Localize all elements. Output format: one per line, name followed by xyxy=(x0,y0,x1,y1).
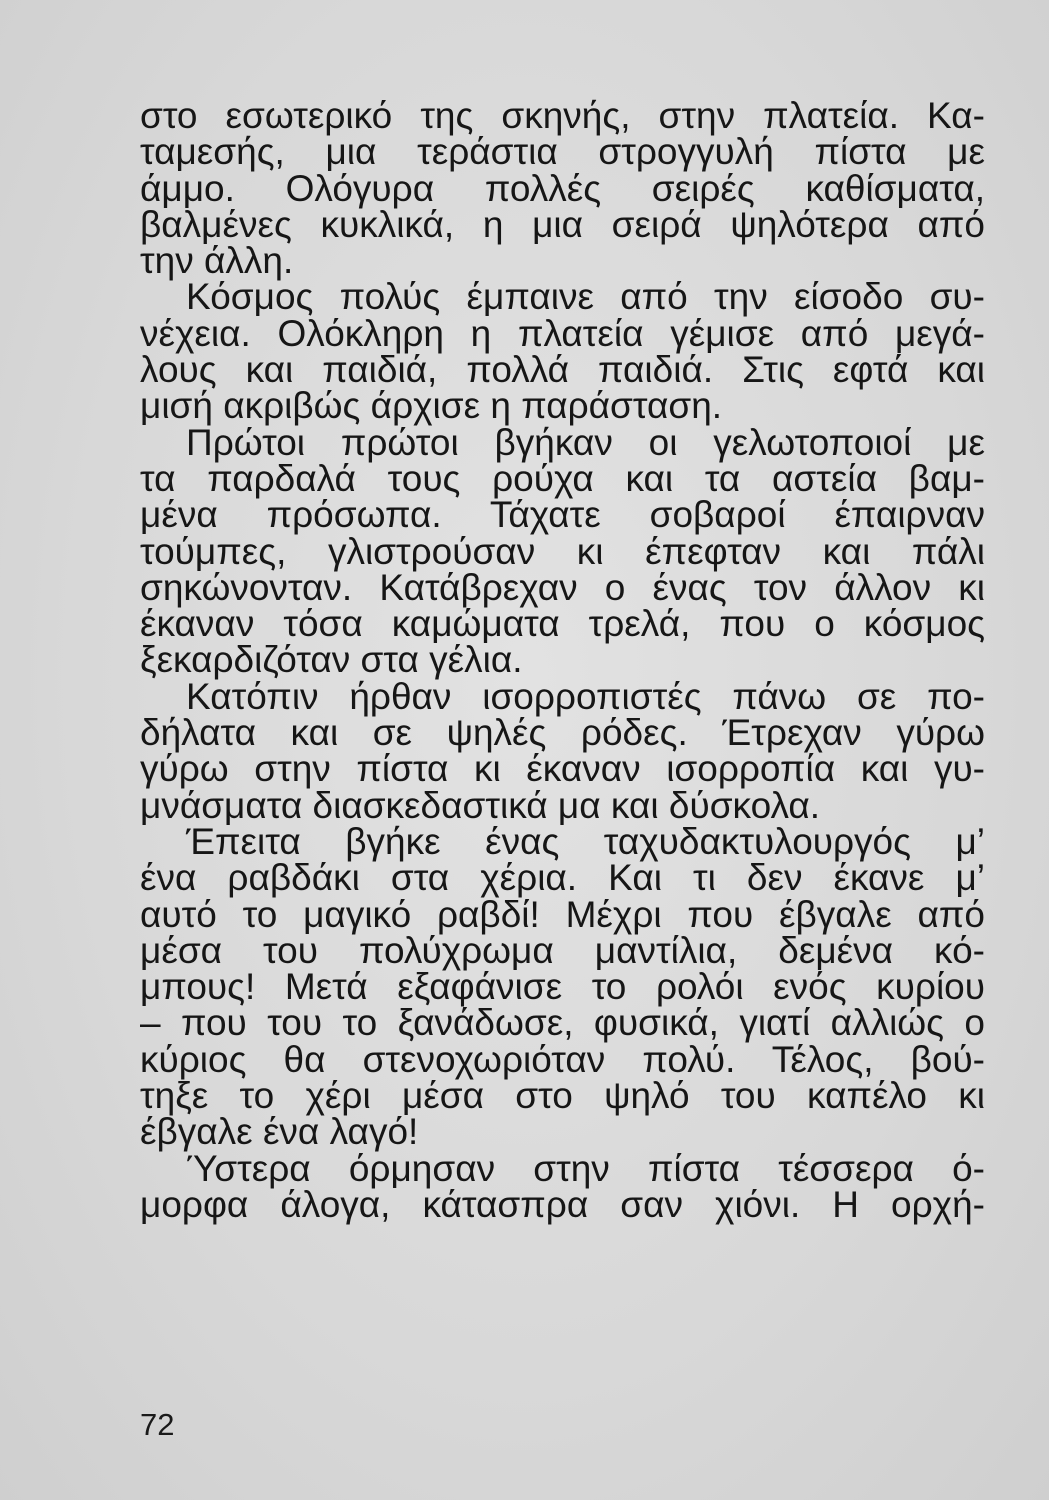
text-line: δήλατα και σε ψηλές ρόδες. Έτρεχαν γύρω xyxy=(140,712,985,754)
text-line: την άλλη. xyxy=(140,240,294,282)
text-line: μισή ακριβώς άρχισε η παράσταση. xyxy=(140,385,723,427)
text-line: ξεκαρδιζόταν στα γέλια. xyxy=(140,639,523,681)
text-line: τα παρδαλά τους ρούχα και τα αστεία βαμ- xyxy=(140,457,985,499)
text-line: σηκώνονταν. Κατάβρεχαν ο ένας τον άλλον κι xyxy=(140,566,985,608)
text-line: γύρω στην πίστα κι έκαναν ισορροπία και γυ- xyxy=(140,748,985,790)
text-line: αυτό το μαγικό ραβδί! Μέχρι που έβγαλε από xyxy=(140,893,985,935)
text-line: Κατόπιν ήρθαν ισορροπιστές πάνω σε πο- xyxy=(186,675,985,717)
text-line: άμμο. Ολόγυρα πολλές σειρές καθίσματα, xyxy=(140,167,985,209)
text-line: νέχεια. Ολόκληρη η πλατεία γέμισε από μεγά- xyxy=(140,312,985,354)
text-line: – που του το ξανάδωσε, φυσικά, γιατί αλλιώς ο xyxy=(140,1002,985,1044)
text-line: μέσα του πολύχρωμα μαντίλια, δεμένα κό- xyxy=(140,929,985,971)
text-line: μένα πρόσωπα. Τάχατε σοβαροί έπαιρναν xyxy=(140,494,985,536)
text-line: κύριος θα στενοχωριόταν πολύ. Τέλος, βού- xyxy=(140,1038,985,1080)
text-line: Πρώτοι πρώτοι βγήκαν οι γελωτοποιοί με xyxy=(186,421,985,463)
text-line: στο εσωτερικό της σκηνής, στην πλατεία. Κα- xyxy=(140,95,985,136)
text-line: ένα ραβδάκι στα χέρια. Και τι δεν έκανε μ’ xyxy=(140,857,985,899)
text-line: μνάσματα διασκεδαστικά μα και δύσκολα. xyxy=(140,784,821,826)
text-line: λους και παιδιά, πολλά παιδιά. Στις εφτά και xyxy=(140,349,985,391)
text-line: Κόσμος πολύς έμπαινε από την είσοδο συ- xyxy=(186,276,985,318)
text-line: έκαναν τόσα καμώματα τρελά, που ο κόσμος xyxy=(140,603,985,645)
page-number: 72 xyxy=(140,1407,175,1442)
text-line: βαλμένες κυκλικά, η μια σειρά ψηλότερα από xyxy=(140,203,985,245)
text-line: τούμπες, γλιστρούσαν κι έπεφταν και πάλι xyxy=(140,530,985,572)
text-line: μορφα άλογα, κάτασπρα σαν χιόνι. Η ορχή- xyxy=(140,1183,985,1225)
text-line: Ύστερα όρμησαν στην πίστα τέσσερα ό- xyxy=(186,1147,985,1189)
text-line: ταμεσής, μια τεράστια στρογγυλή πίστα με xyxy=(140,131,985,173)
text-line: Έπειτα βγήκε ένας ταχυδακτυλουργός μ’ xyxy=(186,820,985,862)
text-line: έβγαλε ένα λαγό! xyxy=(140,1111,419,1153)
text-line: τηξε το χέρι μέσα στο ψηλό του καπέλο κι xyxy=(140,1075,985,1117)
text-line: μπους! Μετά εξαφάνισε το ρολόι ενός κυρίου xyxy=(140,966,985,1008)
page-text xyxy=(140,95,985,1225)
